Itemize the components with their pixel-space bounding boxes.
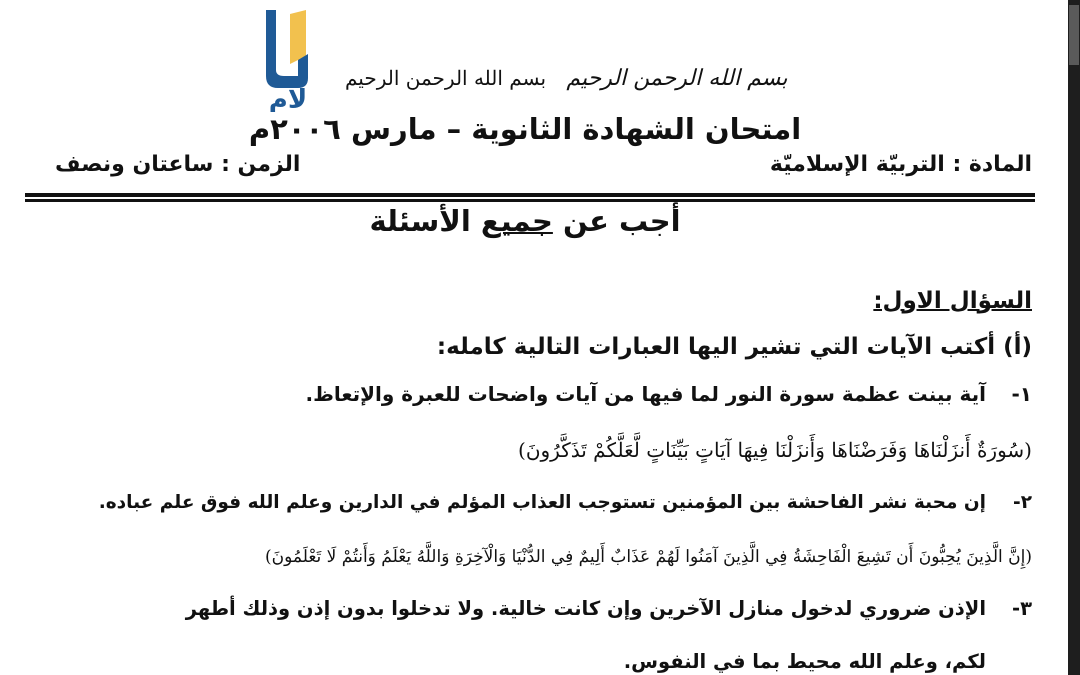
item-number: ١-	[1011, 382, 1032, 406]
instruction-text: أجب عن	[552, 204, 681, 238]
basmala	[345, 66, 788, 91]
list-item	[186, 597, 1032, 620]
part-a-heading: (أ) أكتب الآيات التي تشير اليها العبارات التالية كامله:	[436, 334, 1032, 360]
item-number: ٢-	[1013, 492, 1032, 513]
question-title: السؤال الاول:	[873, 288, 1032, 314]
instruction-emphasis: جميع	[480, 204, 553, 238]
exam-title: امتحان الشهادة الثانوية – مارس ٢٠٠٦م	[248, 112, 802, 146]
quran-verse: (إِنَّ الَّذِينَ يُحِبُّونَ أَن تَشِيعَ الْفَاحِشَةُ فِي الَّذِينَ آمَنُوا لَهُمْ عَذَابٌ أَلِيمٌ فِي الدُّنْيَا وَالْآخِرَةِ وَاللَّهُ يَعْلَمُ وَأَنتُمْ لَا تَعْلَمُونَ)	[264, 547, 1032, 567]
item-text: الإذن ضروري لدخول منازل الآخرين وإن كانت خالية. ولا تدخلوا بدون إذن وذلك أطهر	[185, 597, 986, 620]
basmala-calligraphy: بسم الله الرحمن الرحيم	[566, 66, 788, 91]
item-text: آية بينت عظمة سورة النور لما فيها من آيات واضحات للعبرة والإتعاظ.	[305, 382, 986, 406]
list-item	[99, 492, 1032, 513]
lam-logo	[262, 4, 314, 112]
item-text: إن محبة نشر الفاحشة بين المؤمنين تستوجب العذاب المؤلم في الدارين وعلم الله فوق علم عباده.	[98, 492, 986, 513]
quran-verse: (سُورَةٌ أَنزَلْنَاهَا وَفَرَضْنَاهَا وَأَنزَلْنَا فِيهَا آيَاتٍ بَيِّنَاتٍ لَّعَلَّكُمْ تَذَكَّرُونَ)	[518, 438, 1032, 462]
instruction-text: الأسئلة	[369, 204, 481, 238]
svg-text:لام: لام	[268, 85, 308, 112]
scrollbar[interactable]	[1068, 0, 1080, 675]
subject-label: المادة : التربيّة الإسلاميّة	[769, 152, 1032, 177]
time-label: الزمن : ساعتان ونصف	[55, 152, 301, 177]
basmala-text: بسم الله الرحمن الرحيم	[345, 66, 547, 90]
item-continuation: لكم، وعلم الله محيط بما في النفوس.	[623, 650, 986, 673]
divider	[25, 193, 1035, 197]
list-item	[305, 382, 1032, 406]
scrollbar-thumb[interactable]	[1069, 5, 1079, 65]
item-number: ٣-	[1012, 597, 1032, 620]
divider	[25, 199, 1035, 202]
instruction	[240, 204, 810, 238]
